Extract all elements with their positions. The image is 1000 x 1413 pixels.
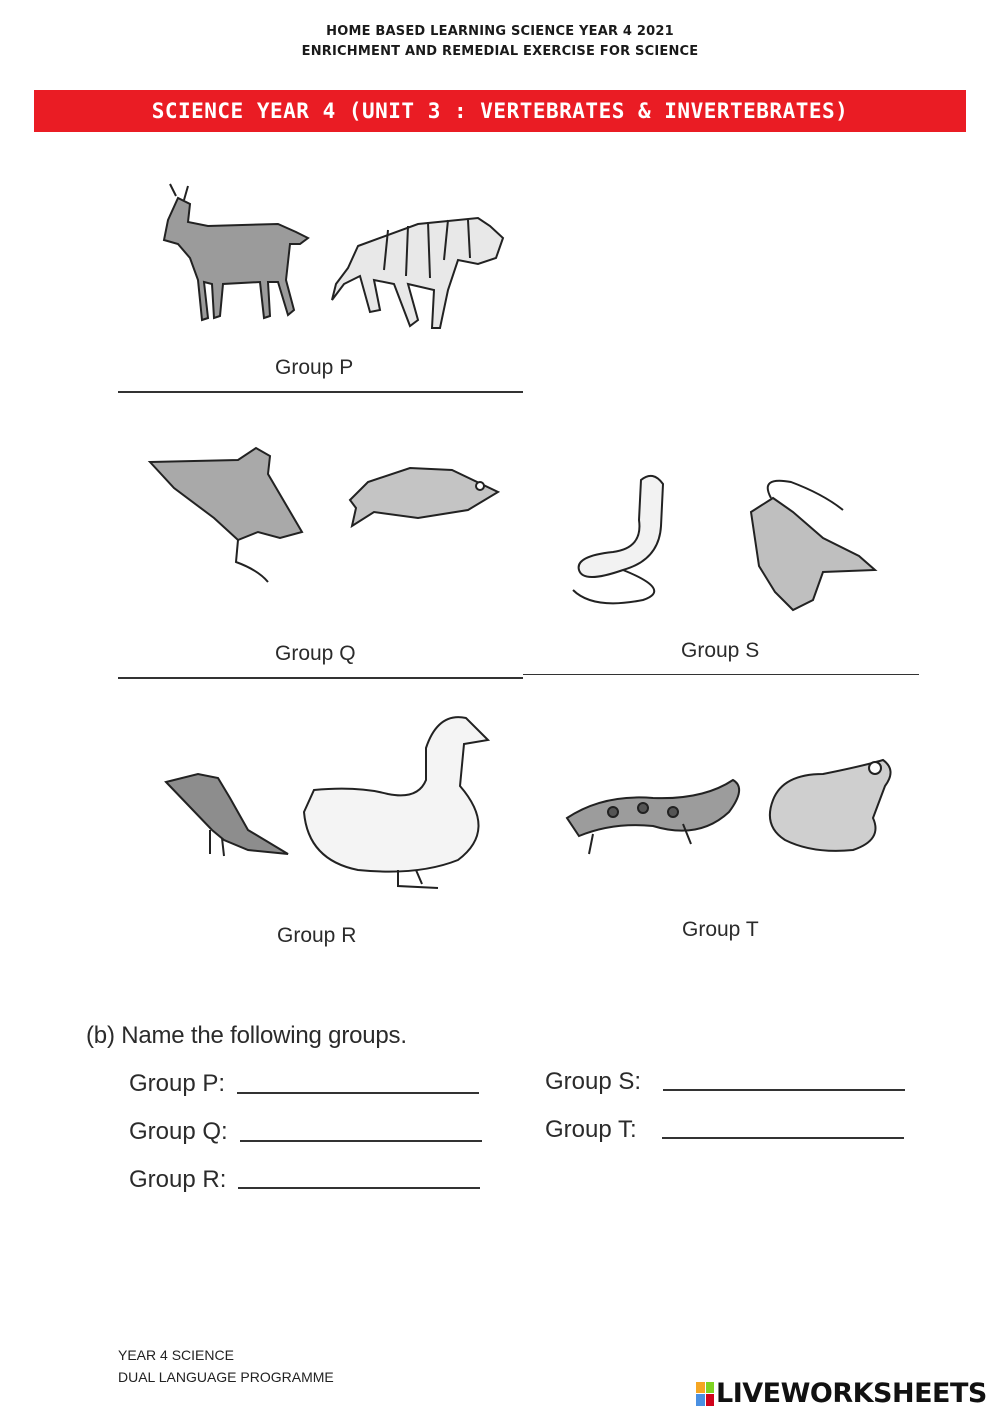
lizard-icon	[751, 481, 875, 610]
group-q-panel	[118, 400, 523, 675]
group-r-panel	[118, 690, 523, 960]
brand-name: LIVEWORKSHEETS	[716, 1378, 987, 1409]
answer-input-s[interactable]	[663, 1089, 905, 1091]
goat-icon	[164, 184, 308, 320]
frog-icon	[770, 760, 891, 851]
tiger-icon	[332, 218, 503, 328]
group-r-illustration	[118, 690, 523, 960]
liveworksheets-icon	[696, 1382, 714, 1406]
header-line-1: HOME BASED LEARNING SCIENCE YEAR 4 2021	[326, 24, 674, 39]
question-text: (b) Name the following groups.	[86, 1022, 407, 1049]
cobra-icon	[573, 476, 663, 603]
liveworksheets-logo	[696, 1378, 987, 1409]
unit-title-banner: SCIENCE YEAR 4 (UNIT 3 : VERTEBRATES & INVERTEBRATES)	[34, 90, 966, 132]
footer-line-1: YEAR 4 SCIENCE	[118, 1347, 234, 1363]
divider-s	[523, 674, 919, 675]
answer-label-p: Group P:	[129, 1070, 226, 1097]
group-r-label: Group R	[277, 924, 357, 947]
answer-input-r[interactable]	[238, 1187, 480, 1189]
footer-line-2: DUAL LANGUAGE PROGRAMME	[118, 1369, 334, 1385]
salamander-icon	[567, 780, 739, 854]
answer-label-t: Group T:	[545, 1116, 637, 1143]
group-t-label: Group T	[682, 918, 759, 941]
group-p-panel	[118, 160, 523, 390]
duck-icon	[304, 717, 488, 888]
answer-input-q[interactable]	[240, 1140, 482, 1142]
group-s-panel	[523, 440, 919, 672]
group-q-illustration	[118, 400, 523, 675]
fish-icon	[350, 468, 498, 526]
answer-label-r: Group R:	[129, 1166, 227, 1193]
group-t-panel	[523, 690, 919, 960]
answer-label-s: Group S:	[545, 1068, 642, 1095]
answer-label-q: Group Q:	[129, 1118, 228, 1145]
stingray-icon	[150, 448, 302, 582]
answer-input-t[interactable]	[662, 1137, 904, 1139]
group-s-illustration	[523, 440, 919, 672]
header-line-2: ENRICHMENT AND REMEDIAL EXERCISE FOR SCIENCE	[301, 44, 699, 59]
group-s-label: Group S	[681, 639, 760, 662]
kingfisher-icon	[166, 774, 288, 856]
divider-p	[118, 391, 523, 393]
answer-input-p[interactable]	[237, 1092, 479, 1094]
divider-q	[118, 677, 523, 679]
group-p-label: Group P	[275, 356, 354, 379]
group-q-label: Group Q	[275, 642, 356, 665]
